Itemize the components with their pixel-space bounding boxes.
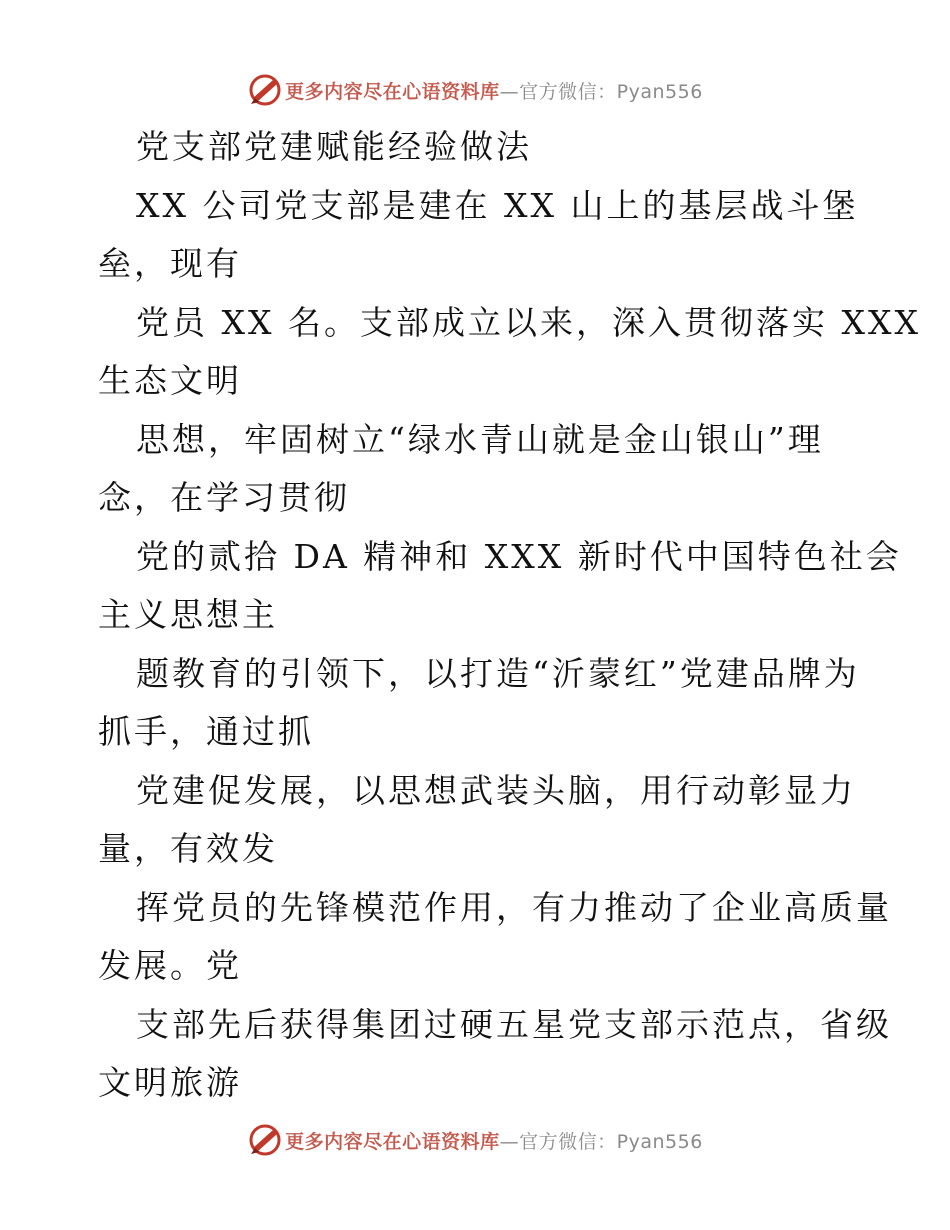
pen-logo-icon: [247, 72, 283, 108]
text-line: 题教育的引领下，以打造“沂蒙红”党建品牌为: [136, 653, 860, 693]
text-line: 支部先后获得集团过硬五星党支部示范点，省级: [136, 1004, 892, 1044]
watermark-wechat-text: —官方微信：Pyan556: [499, 80, 703, 103]
text-line: 念，在学习贯彻: [98, 478, 350, 517]
text-line: 量，有效发: [98, 829, 278, 868]
text-line: 党员 XX 名。支部成立以来，深入贯彻落实 XXX: [136, 302, 921, 342]
text-line: 生态文明: [98, 361, 242, 400]
watermark-site-text: 更多内容尽在心语资料库: [285, 80, 500, 103]
text-line: 抓手，通过抓: [98, 712, 314, 751]
footer-watermark: [0, 1120, 950, 1160]
document-body: [98, 118, 921, 1113]
text-line: 主义思想主: [98, 595, 278, 634]
watermark-wechat-text: —官方微信：Pyan556: [499, 1130, 703, 1153]
document-title: 党支部党建赋能经验做法: [136, 127, 532, 166]
text-line: 挥党员的先锋模范作用，有力推动了企业高质量: [136, 887, 892, 927]
text-line: 思想，牢固树立“绿水青山就是金山银山”理: [136, 419, 824, 459]
watermark-site-text: 更多内容尽在心语资料库: [285, 1130, 500, 1153]
text-line: 垒，现有: [98, 244, 242, 283]
header-watermark: [0, 70, 950, 110]
pen-logo-icon: [247, 1122, 283, 1158]
text-line: 发展。党: [98, 946, 242, 985]
text-line: 党的贰拾 DA 精神和 XXX 新时代中国特色社会: [136, 536, 902, 576]
text-line: 文明旅游: [98, 1063, 242, 1102]
text-line: 党建促发展，以思想武装头脑，用行动彰显力: [136, 770, 856, 810]
text-line: XX 公司党支部是建在 XX 山上的基层战斗堡: [136, 185, 859, 225]
